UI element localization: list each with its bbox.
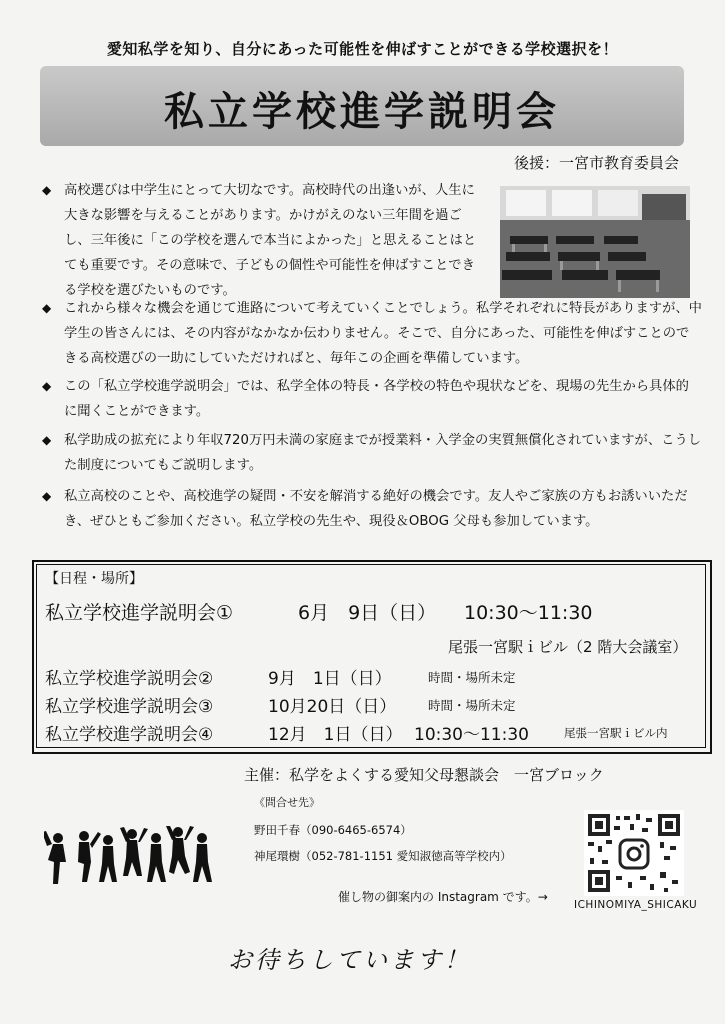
bullet-text: この「私立学校進学説明会」では、私学全体の特長・各学校の特色や現状などを、現場の先生から具体的に聞くことができます。	[64, 379, 689, 419]
schedule-heading: 【日程・場所】	[45, 571, 143, 587]
session-3-date: 10月20日（日）	[268, 697, 397, 717]
session-3-note: 時間・場所未定	[428, 698, 516, 713]
session-1-name: 私立学校進学説明会①	[45, 602, 234, 624]
diamond-bullet-icon: ◆	[42, 433, 52, 447]
diamond-bullet-icon: ◆	[42, 183, 52, 197]
diamond-bullet-icon: ◆	[42, 379, 52, 393]
session-2-note: 時間・場所未定	[428, 670, 516, 685]
diamond-bullet-icon: ◆	[42, 489, 52, 503]
bullet-text: 私学助成の拡充により年収720万円未満の家庭までが授業料・入学金の実質無償化されていますが、こうした制度についてもご説明します。	[64, 433, 702, 473]
session-1-date: 6月 9日（日）	[298, 602, 437, 624]
contact-kamio: 神尾環樹（052-781-1151 愛知淑徳高等学校内）	[254, 849, 512, 863]
bullet-paragraph-4	[42, 428, 702, 478]
bullet-text: 高校選びは中学生にとって大切なです。高校時代の出逢いが、人生に大きな影響を与えることがあります。かけがえのない三年間を過ごし、三年後に「この学校を選んで本当によかった」と思えることはとても重要です。その意味で、子どもの個性や可能性を伸ばすことできる学校を選びたいものです。	[64, 183, 477, 298]
closing-message: お待ちしています！	[228, 946, 471, 974]
session-4-date: 12月 1日（日）	[268, 725, 403, 745]
session-4-time: 10:30～11:30	[414, 725, 529, 745]
classroom-photo	[500, 186, 690, 298]
session-4-venue: 尾張一宮駅ｉビル内	[564, 726, 668, 740]
bullet-text: これから様々な機会を通じて進路について考えていくことでしょう。私学それぞれに特長がありますが、中学生の皆さんには、その内容がなかなか伝わりません。そこで、自分にあった、可能性を伸ばすことのできる高校選びの一助にしていただければと、毎年この企画を準備しています。	[64, 301, 702, 366]
session-3-name: 私立学校進学説明会③	[45, 697, 214, 717]
bullet-paragraph-1	[42, 178, 487, 303]
session-2-name: 私立学校進学説明会②	[45, 669, 214, 689]
qr-caption: ICHINOMIYA_SHICAKU	[574, 899, 698, 911]
jumping-people-icon	[44, 826, 224, 888]
tagline: 愛知私学を知り、自分にあった可能性を伸ばすことができる学校選択を！	[106, 40, 619, 58]
instagram-note: 催し物の御案内の Instagram です。→	[338, 890, 548, 904]
bullet-text: 私立高校のことや、高校進学の疑問・不安を解消する絶好の機会です。友人やご家族の方もお誘いいただき、ぜひともご参加ください。私立学校の先生や、現役＆OBOG 父母も参加しています。	[64, 489, 688, 529]
bullet-paragraph-5	[42, 484, 702, 534]
bullet-paragraph-2	[42, 296, 702, 371]
session-4-name: 私立学校進学説明会④	[45, 725, 214, 745]
organizer-line: 主催：私学をよくする愛知父母懇談会 一宮ブロック	[244, 766, 604, 784]
sponsor-line: 後援：一宮市教育委員会	[514, 154, 680, 172]
session-2-date: 9月 1日（日）	[268, 669, 392, 689]
session-1-time: 10:30～11:30	[464, 602, 593, 624]
page-title: 私立学校進学説明会	[164, 89, 560, 135]
session-1-venue: 尾張一宮駅ｉビル（2 階大会議室）	[448, 638, 688, 656]
bullet-paragraph-3	[42, 374, 702, 424]
diamond-bullet-icon: ◆	[42, 301, 52, 315]
inquiry-label: 《問合せ先》	[254, 796, 320, 809]
contact-noda: 野田千春（090-6465-6574）	[254, 823, 412, 837]
instagram-qr-code-icon[interactable]	[584, 810, 684, 896]
